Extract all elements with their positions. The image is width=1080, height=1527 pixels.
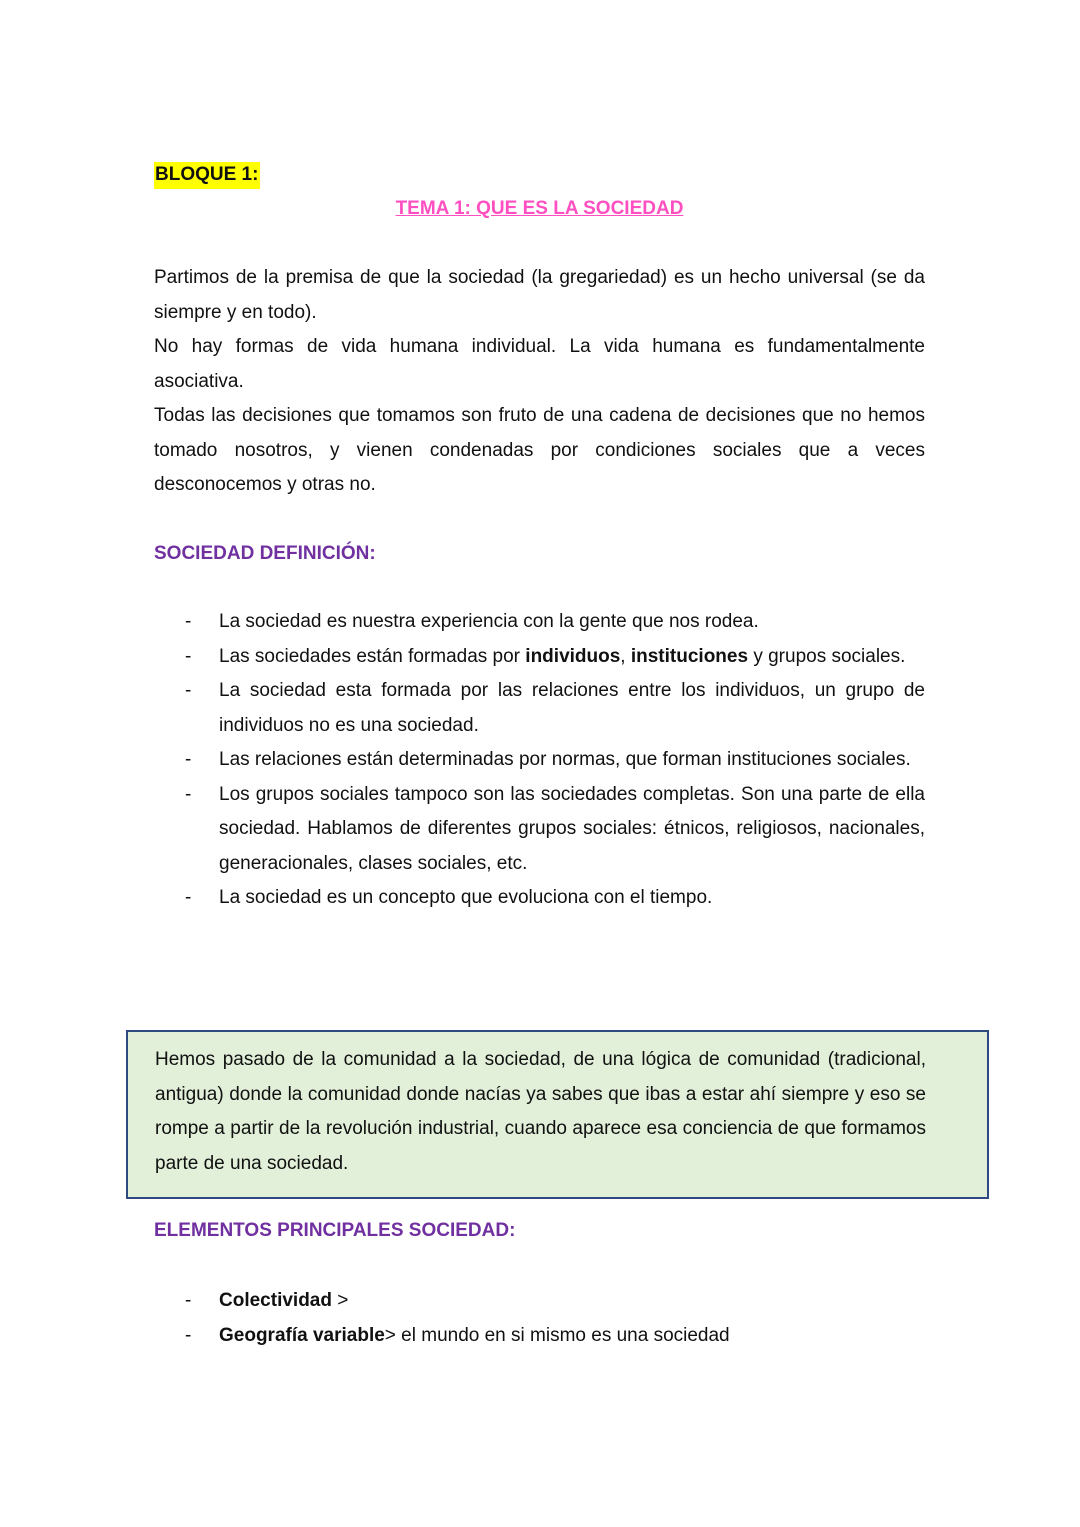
topic-title: TEMA 1: QUE ES LA SOCIEDAD xyxy=(395,198,684,219)
list-item xyxy=(154,1284,925,1319)
elements-heading: ELEMENTOS PRINCIPALES SOCIEDAD: xyxy=(154,1220,516,1241)
block-label: BLOQUE 1: xyxy=(154,162,260,189)
item-text: > el mundo en si mismo es una sociedad xyxy=(384,1324,730,1346)
definition-list xyxy=(154,605,925,916)
highlight-text: Hemos pasado de la comunidad a la sociedad, de una lógica de comunidad (tradicional, antigua) donde la comunidad donde nacías ya sabes que ibas a estar ahí siempre y eso se rompe a partir de la revolución industrial, cuando aparece esa conciencia de que formamos parte de una sociedad. xyxy=(155,1049,926,1174)
item-text: La sociedad es un concepto que evoluciona con el tiempo. xyxy=(219,887,713,908)
list-item xyxy=(154,674,925,743)
bold-term: individuos xyxy=(525,645,621,667)
item-text: Las relaciones están determinadas por normas, que forman instituciones sociales. xyxy=(219,749,911,770)
item-text: > xyxy=(331,1290,349,1311)
intro-paragraph: No hay formas de vida humana individual. La vida humana es fundamentalmente asociativa. xyxy=(154,336,925,392)
list-item xyxy=(154,605,925,640)
dash-bullet: - xyxy=(185,887,192,908)
list-item xyxy=(154,640,925,675)
dash-bullet: - xyxy=(185,611,192,632)
list-item xyxy=(154,778,925,882)
item-text: La sociedad esta formada por las relaciones entre los individuos, un grupo de individuos no es una sociedad. xyxy=(219,680,925,736)
intro-paragraph: Todas las decisiones que tomamos son fruto de una cadena de decisiones que no hemos tomado nosotros, y vienen condenadas por condiciones sociales que a veces desconocemos y otras no. xyxy=(154,405,925,495)
bold-term: Colectividad xyxy=(219,1290,332,1311)
bold-term: Geografía variable xyxy=(219,1324,385,1346)
dash-bullet: - xyxy=(185,783,192,805)
definition-heading: SOCIEDAD DEFINICIÓN: xyxy=(154,543,376,564)
item-text: La sociedad es nuestra experiencia con la gente que nos rodea. xyxy=(219,611,759,632)
dash-bullet: - xyxy=(185,1324,192,1346)
item-text-pre: Las sociedades están formadas por xyxy=(219,645,526,667)
list-item xyxy=(154,1319,925,1354)
list-item xyxy=(154,881,925,916)
intro-section xyxy=(154,261,925,503)
dash-bullet: - xyxy=(185,645,192,667)
item-text-post: y grupos sociales. xyxy=(748,645,906,667)
intro-paragraph: Partimos de la premisa de que la sociedad (la gregariedad) es un hecho universal (se da siempre y en todo). xyxy=(154,267,925,323)
elements-list xyxy=(154,1284,925,1353)
item-text-mid: , xyxy=(620,645,631,667)
highlight-box xyxy=(126,1030,989,1199)
item-text: Los grupos sociales tampoco son las sociedades completas. Son una parte de ella sociedad. Hablamos de diferentes grupos sociales: étnicos, religiosos, nacionales, generacionales, clases sociales, etc. xyxy=(219,783,925,874)
dash-bullet: - xyxy=(185,1290,192,1311)
list-item xyxy=(154,743,925,778)
dash-bullet: - xyxy=(185,680,192,701)
dash-bullet: - xyxy=(185,749,192,770)
bold-term: instituciones xyxy=(630,645,749,667)
